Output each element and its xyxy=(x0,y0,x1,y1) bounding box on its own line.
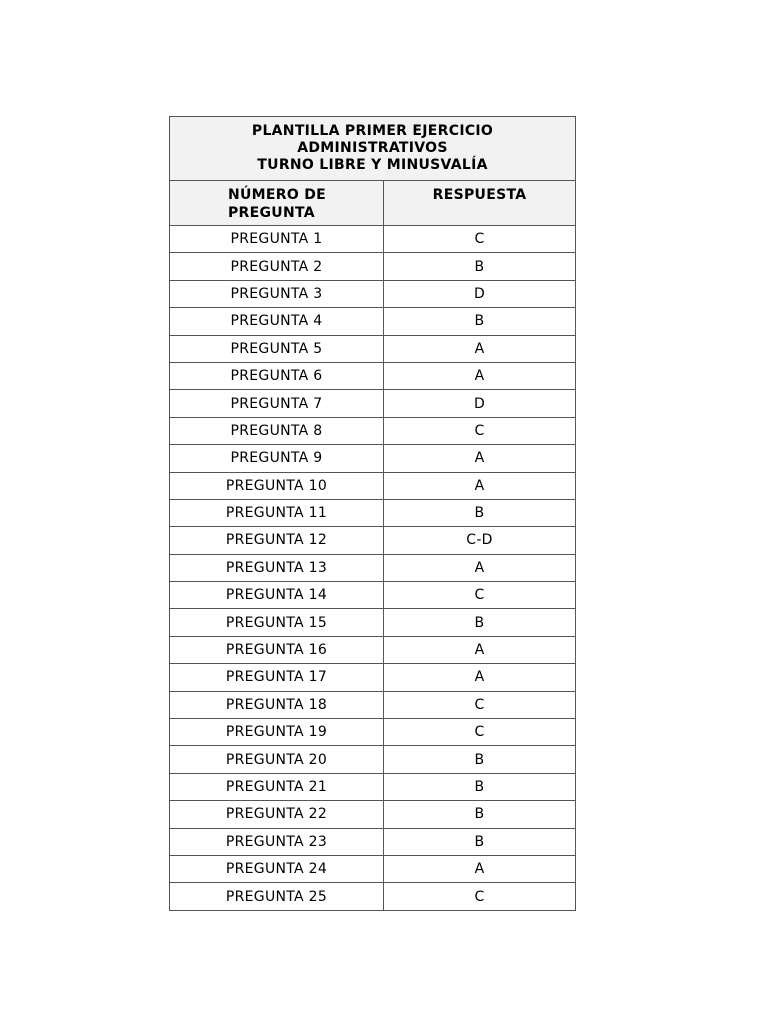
table-row xyxy=(170,664,576,691)
answer-cell: B xyxy=(384,746,576,773)
table-row xyxy=(170,828,576,855)
table-row xyxy=(170,253,576,280)
header-question-line-1: NÚMERO DE xyxy=(228,187,327,203)
answer-cell: B xyxy=(384,609,576,636)
answer-cell: B xyxy=(384,253,576,280)
question-cell: PREGUNTA 12 xyxy=(170,527,384,554)
question-cell: PREGUNTA 5 xyxy=(170,335,384,362)
table-row xyxy=(170,636,576,663)
table-body xyxy=(170,226,576,911)
question-cell: PREGUNTA 6 xyxy=(170,362,384,389)
table-row xyxy=(170,554,576,581)
table-row xyxy=(170,390,576,417)
question-cell: PREGUNTA 9 xyxy=(170,445,384,472)
answer-cell: C xyxy=(384,226,576,253)
table-row xyxy=(170,472,576,499)
column-header-question xyxy=(170,181,384,226)
question-cell: PREGUNTA 20 xyxy=(170,746,384,773)
title-line-1: PLANTILLA PRIMER EJERCICIO xyxy=(251,123,494,139)
answer-cell: A xyxy=(384,664,576,691)
question-cell: PREGUNTA 22 xyxy=(170,801,384,828)
table-row xyxy=(170,445,576,472)
answer-cell: A xyxy=(384,472,576,499)
question-cell: PREGUNTA 8 xyxy=(170,417,384,444)
table-row xyxy=(170,308,576,335)
answer-cell: A xyxy=(384,445,576,472)
table-row xyxy=(170,335,576,362)
answer-cell: A xyxy=(384,554,576,581)
answer-key-table xyxy=(169,116,576,911)
answer-cell: A xyxy=(384,362,576,389)
question-cell: PREGUNTA 18 xyxy=(170,691,384,718)
answer-cell: B xyxy=(384,308,576,335)
answer-cell: A xyxy=(384,855,576,882)
answer-cell: C xyxy=(384,582,576,609)
answer-cell: C-D xyxy=(384,527,576,554)
answer-cell: D xyxy=(384,390,576,417)
table-row xyxy=(170,719,576,746)
question-cell: PREGUNTA 11 xyxy=(170,499,384,526)
question-cell: PREGUNTA 1 xyxy=(170,226,384,253)
table-row xyxy=(170,801,576,828)
table-row xyxy=(170,883,576,910)
table-row xyxy=(170,691,576,718)
table-row xyxy=(170,417,576,444)
question-cell: PREGUNTA 2 xyxy=(170,253,384,280)
column-header-answer: RESPUESTA xyxy=(384,181,576,226)
question-cell: PREGUNTA 21 xyxy=(170,773,384,800)
table-title xyxy=(170,117,576,181)
table-row xyxy=(170,609,576,636)
table-row xyxy=(170,226,576,253)
answer-cell: B xyxy=(384,828,576,855)
answer-cell: C xyxy=(384,719,576,746)
question-cell: PREGUNTA 17 xyxy=(170,664,384,691)
question-cell: PREGUNTA 19 xyxy=(170,719,384,746)
table-row xyxy=(170,362,576,389)
answer-cell: B xyxy=(384,773,576,800)
table-row xyxy=(170,773,576,800)
header-question-line-2: PREGUNTA xyxy=(228,205,315,221)
question-cell: PREGUNTA 7 xyxy=(170,390,384,417)
answer-cell: C xyxy=(384,691,576,718)
question-cell: PREGUNTA 15 xyxy=(170,609,384,636)
answer-cell: D xyxy=(384,280,576,307)
table-row xyxy=(170,499,576,526)
answer-cell: C xyxy=(384,417,576,444)
question-cell: PREGUNTA 13 xyxy=(170,554,384,581)
question-cell: PREGUNTA 23 xyxy=(170,828,384,855)
answer-cell: A xyxy=(384,335,576,362)
title-line-3: TURNO LIBRE Y MINUSVALÍA xyxy=(257,157,488,173)
table-row xyxy=(170,855,576,882)
answer-key-document xyxy=(169,116,575,911)
title-row xyxy=(170,117,576,181)
question-cell: PREGUNTA 24 xyxy=(170,855,384,882)
answer-cell: B xyxy=(384,499,576,526)
table-row xyxy=(170,280,576,307)
answer-cell: A xyxy=(384,636,576,663)
question-cell: PREGUNTA 3 xyxy=(170,280,384,307)
answer-cell: B xyxy=(384,801,576,828)
question-cell: PREGUNTA 4 xyxy=(170,308,384,335)
title-line-2: ADMINISTRATIVOS xyxy=(297,140,448,156)
question-cell: PREGUNTA 14 xyxy=(170,582,384,609)
question-cell: PREGUNTA 16 xyxy=(170,636,384,663)
table-row xyxy=(170,527,576,554)
answer-cell: C xyxy=(384,883,576,910)
question-cell: PREGUNTA 25 xyxy=(170,883,384,910)
column-header-row xyxy=(170,181,576,226)
table-row xyxy=(170,582,576,609)
question-cell: PREGUNTA 10 xyxy=(170,472,384,499)
table-row xyxy=(170,746,576,773)
